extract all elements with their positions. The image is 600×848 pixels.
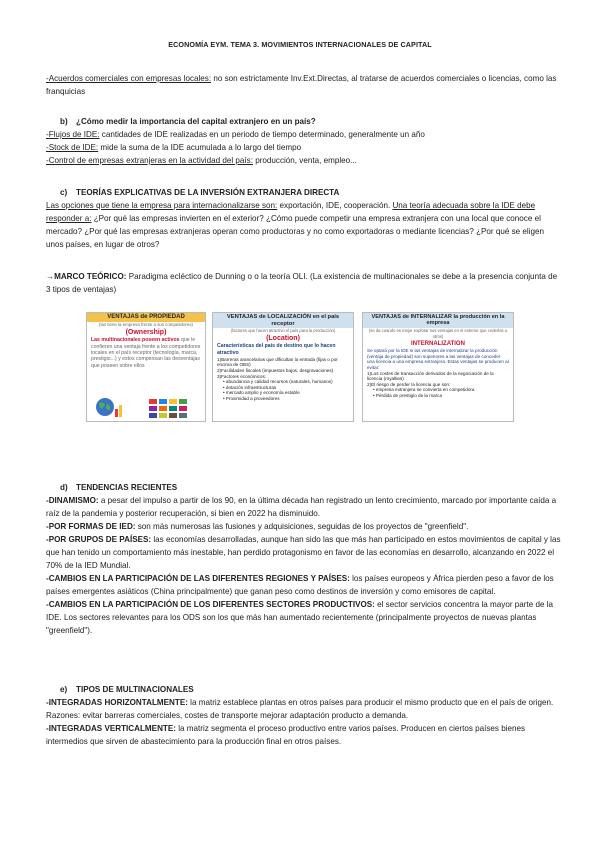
- bullet-text: Proximidad a proveedores: [225, 395, 280, 401]
- item-text: la matriz segmenta el proceso productivo entre varios países. Producen en ciertos países bienes intermedios que sirven de abastecimiento para la producción final en otros países.: [46, 724, 526, 746]
- list-item: [46, 520, 561, 533]
- globe-icon: [91, 395, 125, 419]
- ownership-box: [86, 312, 206, 422]
- location-box: [212, 312, 354, 422]
- item-term: -POR FORMAS DE IED:: [46, 522, 136, 531]
- bullet-text: dotación infraestructuras: [225, 384, 277, 390]
- ownership-body: [87, 337, 205, 369]
- section-c: [46, 186, 561, 251]
- bullet-text: Pérdida de prestigio de la marca: [375, 392, 443, 398]
- brand-logos-icon: [149, 399, 189, 419]
- ownership-title: VENTAJAS de PROPIEDAD: [87, 313, 205, 322]
- location-lead: Características del país de destino que lo hacen atractivo: [217, 343, 336, 356]
- section-b-heading: [46, 115, 561, 128]
- section-d-label: d): [60, 483, 68, 492]
- list-item: • Pérdida de prestigio de la marca: [373, 392, 443, 398]
- section-c-label: c): [60, 188, 68, 197]
- marco-text: Paradigma ecléctico de Dunning o o la teoría OLI. (La existencia de multinacionales se debe a la presencia conjunta de 3 tipos de ventajas): [46, 272, 558, 294]
- section-d-heading: [46, 481, 561, 494]
- list-item: • empresa extranjera se convierta en competidora: [373, 387, 475, 393]
- list-item: [46, 722, 561, 748]
- list-item: 2)Facilidades fiscales (impuestos bajos, desgravaciones): [217, 367, 334, 373]
- bullet-text: abundancia y calidad recursos (naturales, humanos): [225, 379, 333, 385]
- theory-questions: ¿Por qué las empresas invierten en el exterior? ¿Cómo puede competir una empresa extranjera con una local que conoce el mercado? ¿Por qué las empresas extranjeras operan como productoras y no como exportadoras o mediante licencias? ¿Por qué se eligen unos países, en lugar de otros?: [46, 214, 545, 249]
- list-item: 1)Barreras arancelarias que dificultan la entrada (fijas o por encima de OBS): [217, 356, 338, 368]
- item-term: -Flujos de IDE:: [46, 130, 100, 139]
- section-b-title: ¿Cómo medir la importancia del capital extranjero en un país?: [76, 117, 316, 126]
- intro-term: -Acuerdos comerciales con empresas locales:: [46, 74, 212, 83]
- location-list: [213, 356, 353, 402]
- internalization-list: [363, 371, 513, 399]
- list-item: 2)El riesgo de perder la licencia que son:: [367, 381, 451, 387]
- item-text: cantidades de IDE realizadas en un periodo de tiempo determinado, generalmente un año: [99, 130, 425, 139]
- section-e: [46, 683, 561, 748]
- list-item: • abundancia y calidad recursos (naturales, humanos): [223, 379, 333, 385]
- internalization-subtitle: (se da cuando es mejor explotar sus ventajas en el exterior que cederlas a otros): [368, 327, 508, 340]
- internalization-text: Se optará por la IDE si las ventajas de internalizar la producción (ventaja de propiedad) son superiores a las ventajas de conceder una licencia a una empresa extranjera. Estas ventajas se producen al evitar:: [367, 348, 509, 370]
- list-item: [46, 696, 561, 722]
- item-text: producción, venta, empleo...: [252, 156, 357, 165]
- list-item: 3)Factores económicos:: [217, 373, 267, 379]
- list-item: [46, 533, 561, 572]
- item-text: las economías desarrolladas, aunque han sido las que más han participado en estos movimientos de capital y las que han tenido un comportamiento más inestable, han perdido protagonismo en favor de las economías en desarrollo, alcanzando en 2022 el 70% de la IED Mundial.: [46, 535, 561, 570]
- item-text: a pesar del impulso a partir de los 90, en la última década han registrado un lento crecimiento, marcado por importante caída a raíz de la pandemia y posterior recuperación, si bien en 2022 ha disminuido.: [46, 496, 557, 518]
- section-b: [46, 115, 561, 167]
- section-c-paragraph: [46, 199, 561, 251]
- internalization-title: VENTAJAS de INTERNALIZAR la producción en la empresa: [363, 313, 513, 328]
- ownership-body-text: que le confieren una ventaja frente a los competidores locales en el país receptor (tecnología, marca, prestigio...) y estos compensan las desventajas que poseen sobre ellos: [91, 337, 201, 369]
- item-term: -DINAMISMO:: [46, 496, 99, 505]
- item-term: -INTEGRADAS HORIZONTALMENTE:: [46, 698, 188, 707]
- list-item: [46, 598, 561, 637]
- item-term: -POR GRUPOS DE PAÍSES:: [46, 535, 152, 544]
- intro-text: no son estrictamente Inv.Ext.Directas, al tratarse de acuerdos comerciales o licencias, como las franquicias: [46, 74, 557, 96]
- page-header: ECONOMÍA EYM. TEMA 3. MOVIMIENTOS INTERNACIONALES DE CAPITAL: [168, 40, 432, 49]
- item-term: -Control de empresas extranjeras en la actividad del país:: [46, 156, 253, 165]
- item-term: -CAMBIOS EN LA PARTICIPACIÓN DE LAS DIFERENTES REGIONES Y PAÍSES:: [46, 574, 350, 583]
- item-text: son más numerosas las fusiones y adquisiciones, seguidas de los proyectos de "greenfield".: [135, 522, 469, 531]
- bullet-text: empresa extranjera se convierta en competidora: [375, 387, 475, 393]
- marco-teorico: [46, 270, 561, 296]
- section-b-label: b): [60, 117, 68, 126]
- internalization-box: [362, 312, 514, 422]
- section-d: [46, 481, 561, 637]
- location-brand: (Location): [266, 335, 300, 343]
- marco-label: →MARCO TEÓRICO:: [46, 272, 127, 281]
- list-item: [46, 494, 561, 520]
- bullet-text: mercado amplio y economía estable: [225, 390, 300, 396]
- section-c-title: TEORÍAS EXPLICATIVAS DE LA INVERSIÓN EXTRANJERA DIRECTA: [76, 188, 340, 197]
- theory-lead: Una teoría adecuada sobre la IDE debe responder a:: [46, 201, 536, 223]
- list-item: • Proximidad a proveedores: [223, 395, 280, 401]
- internalization-brand: INTERNALIZATION: [411, 341, 465, 348]
- options-text: exportación, IDE, cooperación.: [277, 201, 393, 210]
- list-item: • dotación infraestructuras: [223, 384, 277, 390]
- section-e-heading: [46, 683, 561, 696]
- ownership-subtitle: (las tiene la empresa frente a sus competidores): [99, 322, 193, 327]
- item-term: -INTEGRADAS VERTICALMENTE:: [46, 724, 176, 733]
- list-item: • mercado amplio y economía estable: [223, 390, 300, 396]
- item-text: la matriz establece plantas en otros países para producir el mismo producto que en el país de origen. Razones: evitar barreras comerciales, costes de transporte mejorar adaptación producto a demanda.: [46, 698, 554, 720]
- ownership-brand: (Ownership): [125, 329, 167, 337]
- ownership-body-lead: Las multinacionales poseen activos: [91, 337, 180, 344]
- section-c-heading: [46, 186, 561, 199]
- list-item: 1)Los costes de transacción derivados de la negociación de la licencia (royalties): [367, 370, 494, 382]
- item-term: -Stock de IDE:: [46, 143, 99, 152]
- list-item: [46, 128, 561, 141]
- options-lead: Las opciones que tiene la empresa para internacionalizarse son:: [46, 201, 278, 210]
- section-e-label: e): [60, 685, 68, 694]
- section-d-title: TENDENCIAS RECIENTES: [76, 483, 178, 492]
- list-item: [46, 572, 561, 598]
- list-item: [46, 154, 561, 167]
- item-text: los países europeos y África pierden peso a favor de los países emergentes asiáticos (China principalmente) que ganan peso como destinos de inversión y como emisores de capital.: [46, 574, 554, 596]
- item-text: mide la suma de la IDE acumulada a lo largo del tiempo: [98, 143, 302, 152]
- item-text: el sector servicios concentra la mayor parte de la IDE. Los sectores relevantes para los ODS son los que más han aumentado recientemente (principalmente proyectos de nuevas plantas "greenfield").: [46, 600, 554, 635]
- list-item: [46, 141, 561, 154]
- location-title: VENTAJAS de LOCALIZACIÓN en el país receptor: [213, 313, 353, 328]
- item-term: -CAMBIOS EN LA PARTICIPACIÓN DE LOS DIFERENTES SECTORES PRODUCTIVOS:: [46, 600, 375, 609]
- location-subtitle: (factores que hacen atractivo el país para la producción): [230, 328, 336, 334]
- intro-paragraph: [46, 72, 561, 98]
- section-e-title: TIPOS DE MULTINACIONALES: [76, 685, 194, 694]
